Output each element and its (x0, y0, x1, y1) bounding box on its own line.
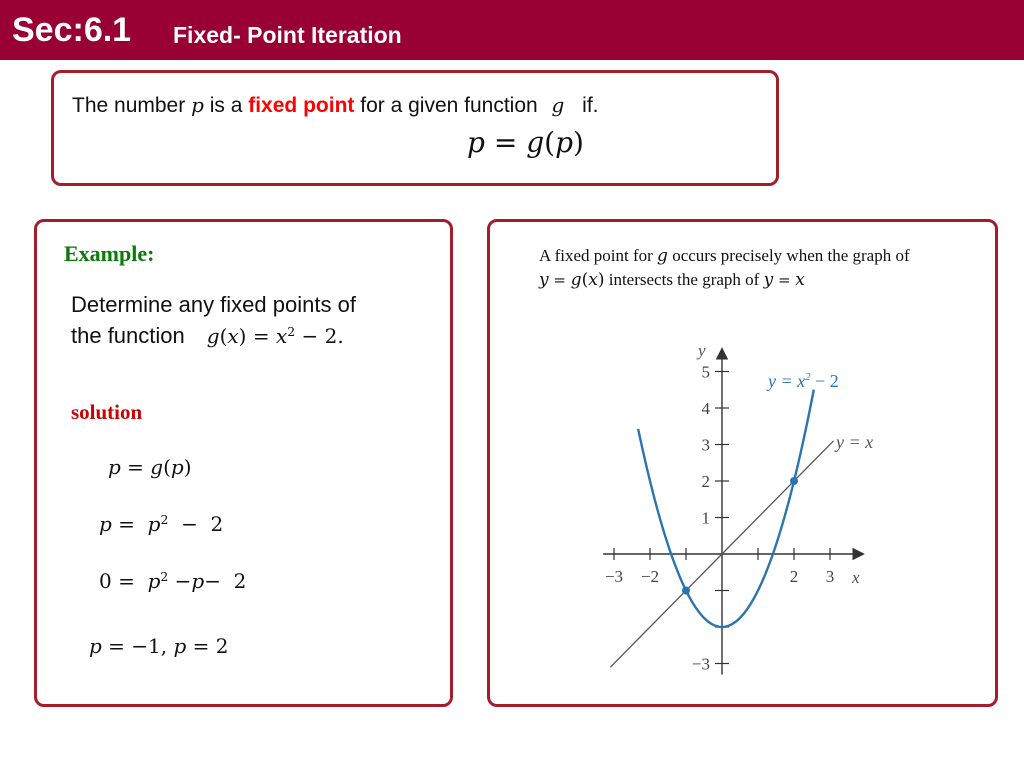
example-function (207, 324, 344, 348)
step-minus: − (168, 569, 192, 593)
x-axis-label: x (852, 568, 860, 587)
explanation-var: g (570, 270, 582, 290)
step-var: p (108, 455, 121, 479)
example-line1: Determine any fixed points of (71, 292, 356, 317)
step-var: p (99, 512, 112, 536)
line-label: y = x (836, 432, 874, 452)
explanation-text: intersects the graph of (604, 270, 764, 289)
definition-box (51, 70, 779, 186)
step-var: p (147, 569, 161, 593)
explanation-text: occurs precisely when the graph of (667, 246, 910, 265)
x-tick-label: −2 (640, 567, 660, 586)
step-exponent: 2 (160, 512, 169, 528)
fixed-point-graph (590, 339, 890, 689)
explanation-paren: ( (581, 270, 589, 290)
fn-exponent: 2 (287, 324, 296, 340)
step-equals: = (111, 512, 148, 536)
fixed-point-marker (790, 477, 798, 485)
y-tick-label: −3 (691, 654, 710, 674)
fn-g: g (206, 324, 220, 348)
step-var: p (147, 512, 161, 536)
y-tick-label: 5 (701, 362, 710, 382)
step-value: = −1, (101, 634, 174, 658)
definition-text-part: The number (72, 94, 192, 117)
step-equals: = (120, 455, 151, 479)
fixed-point-keyword: fixed point (248, 94, 355, 117)
parabola-curve (638, 390, 814, 627)
explanation-equals: = (548, 271, 571, 289)
x-tick-label: 2 (789, 567, 799, 586)
fn-x2: x (275, 324, 288, 348)
solution-step-2 (99, 512, 223, 537)
fn-equals: = (246, 324, 276, 348)
y-tick-label: 2 (701, 472, 710, 491)
step-var: p (173, 634, 187, 658)
explanation-text: A fixed point for (539, 246, 658, 265)
eq-paren: ) (573, 126, 584, 159)
example-line2 (71, 323, 344, 349)
y-tick-label: 3 (701, 435, 710, 455)
step-rest: − 2 (204, 569, 247, 593)
fixed-point-equation (467, 126, 584, 159)
definition-text-part: for a given function (354, 94, 544, 117)
solution-step-4 (89, 634, 229, 659)
step-exponent: 2 (160, 569, 169, 585)
explanation-line1 (539, 246, 910, 266)
fixed-point-marker (682, 587, 690, 595)
y-axis-label: y (698, 341, 706, 360)
var-p: p (191, 93, 204, 117)
step-rest: − 2 (168, 512, 224, 536)
solution-step-1 (108, 455, 192, 480)
example-box (34, 219, 453, 707)
eq-lhs: p (467, 126, 485, 159)
explanation-var: x (795, 270, 805, 290)
fn-x: x (227, 324, 239, 348)
y-tick-label: 4 (701, 399, 710, 418)
eq-g: g (526, 126, 545, 159)
explanation-var: y (763, 270, 774, 290)
example-line2-text: the function (71, 323, 185, 348)
explanation-var: x (588, 270, 598, 290)
explanation-line2 (539, 270, 805, 290)
step-paren: ( (163, 455, 171, 479)
step-var: p (170, 455, 184, 479)
step-zero: 0 = (99, 569, 148, 593)
explanation-var: g (657, 246, 668, 266)
y-tick-label: 1 (701, 508, 710, 528)
x-tick-label: −3 (604, 567, 624, 586)
explanation-var: y (539, 270, 549, 290)
fn-minus-two: − 2. (295, 324, 344, 348)
header-bar (0, 0, 1024, 60)
section-number: Sec:6.1 (12, 11, 132, 49)
explanation-equals: = (773, 271, 796, 289)
parabola-label: $y = x^2 - 2$ (768, 371, 839, 391)
eq-equals: = (484, 126, 527, 159)
step-paren: ) (183, 455, 192, 479)
solution-label: solution (71, 400, 143, 424)
x-tick-label: 3 (825, 567, 835, 586)
fn-paren: ) (238, 324, 247, 348)
var-g: g (551, 93, 565, 117)
fn-paren: ( (219, 324, 228, 348)
example-heading: Example: (64, 241, 155, 266)
step-value: = 2 (186, 634, 229, 658)
section-title: Fixed- Point Iteration (173, 22, 402, 48)
eq-arg: p (555, 126, 574, 159)
solution-step-3 (99, 569, 246, 594)
step-var: p (89, 634, 102, 658)
step-var: g (150, 455, 164, 479)
eq-paren: ( (544, 126, 556, 159)
graph-box (487, 219, 998, 707)
definition-text-part: is a (203, 94, 249, 117)
step-var: p (191, 569, 205, 593)
definition-text-part: if. (576, 94, 599, 117)
explanation-paren: ) (597, 270, 605, 290)
definition-text (72, 93, 599, 118)
